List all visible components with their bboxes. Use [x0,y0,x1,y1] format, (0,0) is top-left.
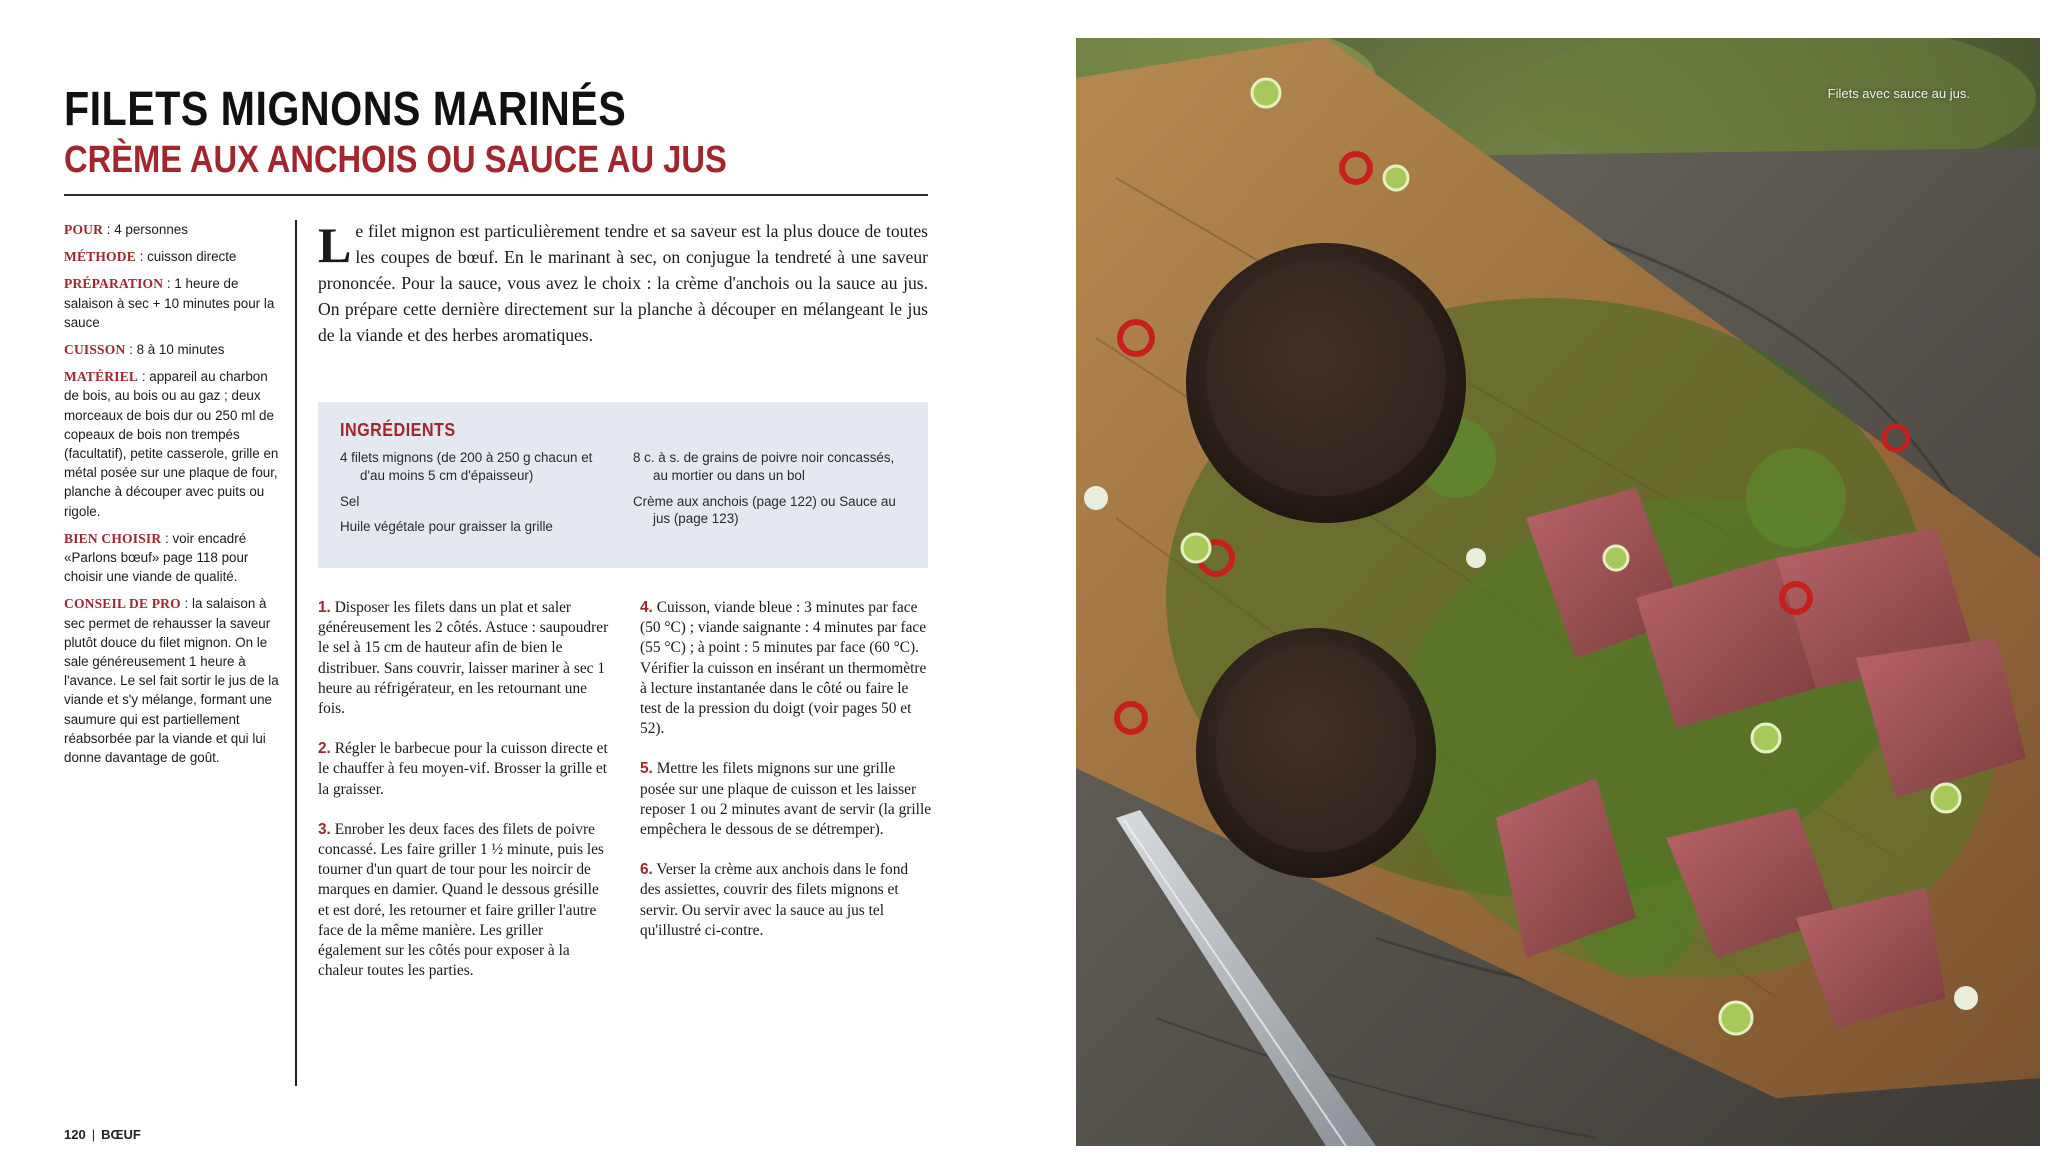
ingredient-item: 4 filets mignons (de 200 à 250 g chacun et d'au moins 5 cm d'épaisseur) [340,450,593,483]
info-label: BIEN CHOISIR [64,530,162,546]
info-cuisson [64,340,286,359]
step-text: Cuisson, viande bleue : 3 minutes par face (50 °C) ; viande saignante : 4 minutes par face (55 °C) ; à point : 5 minutes par face (60 °C). Vérifier la cuisson en insérant un thermomètre à lecture instantanée dans le côté ou faire le test de la pression du doigt (voir pages 50 et 52). [640,599,927,738]
info-value: : appareil au charbon de bois, au bois ou au gaz ; deux morceaux de bois dur ou 250 ml de copeaux de bois non trempés (facultatif), petite casserole, grille en métal posée sur une plaque de four, planche à découper avec puits ou rigole. [64,369,279,519]
steak-photo-illustration [1076,38,2040,1146]
info-bien-choisir [64,529,286,587]
footer-separator: | [91,1127,96,1142]
ingredients-columns [340,449,908,544]
step-3 [318,820,610,982]
info-pour [64,220,286,239]
ingredient-item: 8 c. à s. de grains de poivre noir concassés, au mortier ou dans un bol [633,450,895,483]
recipe-subtitle: CRÈME AUX ANCHOIS OU SAUCE AU JUS [64,139,727,181]
step-1 [318,598,610,719]
steps-column-left [318,598,610,1001]
info-methode [64,247,286,266]
step-4 [640,598,932,739]
steps-column-right [640,598,932,961]
info-value: : 8 à 10 minutes [125,342,225,358]
photo-caption: Filets avec sauce au jus. [1827,86,1970,101]
step-6 [640,860,932,941]
step-number: 6. [640,861,653,879]
info-label: MATÉRIEL [64,369,139,385]
recipe-photo [1076,38,2040,1146]
step-number: 3. [318,820,331,838]
info-value: : 1 heure de salaison à sec + 10 minutes pour la sauce [64,276,275,330]
ingredients-title: INGRÉDIENTS [340,420,456,440]
page-footer [64,1127,141,1142]
info-preparation [64,274,286,332]
recipe-title-block [64,82,928,182]
info-label: PRÉPARATION [64,276,164,292]
info-conseil [64,594,286,767]
title-divider [64,194,928,196]
step-number: 2. [318,740,331,758]
info-label: POUR [64,222,104,237]
recipe-info-sidebar [64,220,286,775]
info-label: MÉTHODE [64,249,136,265]
step-text: Régler le barbecue pour la cuisson directe et le chauffer à feu moyen-vif. Brosser la grille et la graisser. [318,740,608,798]
dropcap-letter: L [318,217,352,273]
section-name: BŒUF [101,1127,141,1142]
page-number: 120 [64,1127,86,1142]
step-number: 4. [640,599,653,616]
ingredient-item: Sel [340,493,360,509]
info-value: : voir encadré «Parlons bœuf» page 118 pour choisir une viande de qualité. [64,530,249,585]
info-value: : 4 personnes [103,222,188,237]
ingredient-item: Crème aux anchois (page 122) ou Sauce au jus (page 123) [633,493,896,527]
step-text: Verser la crème aux anchois dans le fond des assiettes, couvrir des filets mignons et servir. Ou servir avec la sauce au jus tel qu'illustré ci-contre. [640,861,909,939]
step-2 [318,739,610,800]
info-value: : la salaison à sec permet de rehausser la saveur plutôt douce du filet mignon. On le sale généreusement 1 heure à l'avance. Le sel fait sortir le jus de la viande et s'y mélange, formant une saumure qui est partiellement réabsorbée par la viande et qui lui donne davantage de goût. [64,596,279,766]
ingredient-item: Huile végétale pour graisser la grille [340,519,553,535]
step-text: Mettre les filets mignons sur une grille posée sur une plaque de cuisson et les laisser reposer 1 ou 2 minutes avant de servir (la grille empêchera le dessous de se détremper). [640,760,932,839]
intro-paragraph [318,218,928,348]
ingredients-column-left [340,449,615,544]
step-number: 1. [318,599,331,616]
step-text: Enrober les deux faces des filets de poivre concassé. Les faire griller 1 ½ minute, puis les tourner d'un quart de tour pour les noircir de marques en damier. Quand le dessous grésille et est doré, les retourner et faire griller l'autre face de la même manière. Les griller également sur les côtés pour exposer à la chaleur toutes les parties. [318,820,604,980]
info-label: CUISSON [64,342,126,358]
info-value: : cuisson directe [135,249,237,265]
ingredients-box [318,402,928,568]
step-5 [640,759,932,840]
step-text: Disposer les filets dans un plat et saler généreusement les 2 côtés. Astuce : saupoudrer le sel à 15 cm de hauteur afin de bien le distribuer. Sans couvrir, laisser mariner à sec 1 heure au réfrigérateur, en les retournant une fois. [318,599,609,718]
recipe-title: FILETS MIGNONS MARINÉS [64,83,627,136]
step-number: 5. [640,760,653,778]
intro-text: e filet mignon est particulièrement tendre et sa saveur est la plus douce de toutes les coupes de bœuf. En le marinant à sec, on conjugue la tendreté à une saveur prononcée. Pour la sauce, vous avez le choix : la crème d'anchois ou la sauce au jus. On prépare cette dernière directement sur la planche à découper en mélangeant le jus de la viande et des herbes aromatiques. [318,221,928,345]
info-materiel [64,367,286,521]
sidebar-divider [295,220,297,1086]
info-label: CONSEIL DE PRO [64,596,181,612]
ingredients-column-right [633,449,908,544]
